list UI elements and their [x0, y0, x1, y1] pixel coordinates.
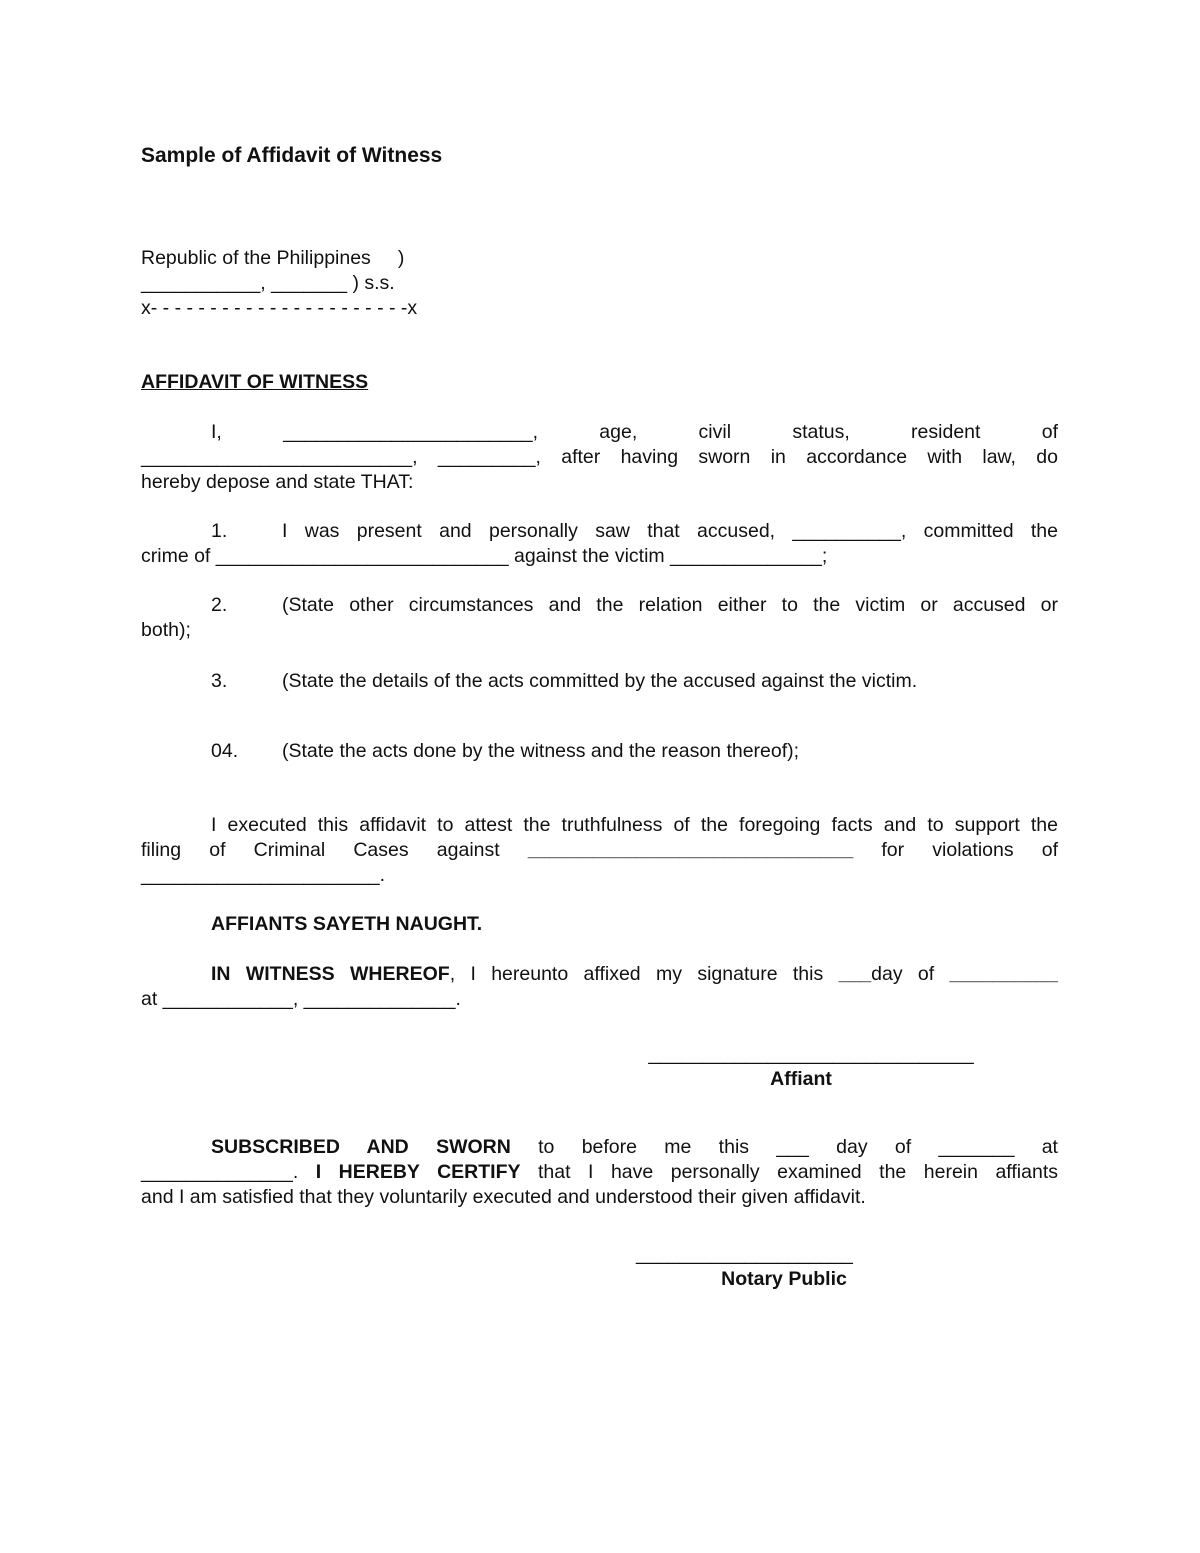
notary-label: Notary Public	[721, 1268, 847, 1290]
item-text: I was present and personally saw that accused, __________, committed the	[282, 520, 1058, 542]
executed-paragraph	[141, 813, 1058, 888]
executed-text-2: for violations of	[881, 839, 1059, 861]
day-blank: ___	[838, 963, 872, 985]
affiant-label: Affiant	[770, 1068, 832, 1090]
venue-line-2: ___________, _______ ) s.s.	[141, 272, 395, 294]
certify-text: that I have personally examined the herein affiants	[520, 1161, 1058, 1183]
intro-line-1: I, _______________________, age, civil status, resident of	[211, 421, 1058, 443]
item-text-line-2: crime of ___________________________ against the victim ______________;	[141, 545, 828, 567]
item-text: (State the details of the acts committed by the accused against the victim.	[282, 670, 918, 692]
item-text: (State the acts done by the witness and the reason thereof);	[282, 740, 800, 762]
accused-blank: ______________________________	[527, 839, 854, 861]
witness-text-2: day of	[871, 963, 950, 985]
sayeth-naught: AFFIANTS SAYETH NAUGHT.	[211, 913, 483, 935]
place-blank: ______________.	[141, 1161, 316, 1183]
witness-lead: IN WITNESS WHEREOF	[211, 963, 450, 985]
witness-text: , I hereunto affixed my signature this	[449, 963, 839, 985]
item-3	[141, 669, 1058, 694]
executed-line-1: I executed this affidavit to attest the truthfulness of the foregoing facts and to support the	[211, 814, 1058, 836]
subscribed-line-3: and I am satisfied that they voluntarily executed and understood their given affidavit.	[141, 1186, 866, 1208]
item-number: 1.	[211, 520, 228, 542]
intro-line-3: hereby depose and state THAT:	[141, 471, 414, 493]
venue-line-1: Republic of the Philippines )	[141, 247, 405, 269]
venue-line-3: x- - - - - - - - - - - - - - - - - - - - - -x	[141, 297, 418, 319]
document-title: Sample of Affidavit of Witness	[141, 144, 443, 167]
item-number: 04.	[211, 740, 239, 762]
witness-paragraph	[141, 962, 1058, 1012]
item-1	[141, 519, 1058, 569]
item-text-line-2: both);	[141, 619, 191, 641]
notary-signature	[636, 1242, 912, 1292]
item-text: (State other circumstances and the relation either to the victim or accused or	[282, 594, 1058, 616]
intro-paragraph	[141, 420, 1058, 495]
affidavit-heading: AFFIDAVIT OF WITNESS	[141, 371, 369, 393]
item-4	[141, 739, 1058, 764]
violations-blank: ______________________.	[141, 864, 386, 886]
item-number: 2.	[211, 594, 228, 616]
venue-block	[141, 246, 417, 321]
affiant-signature	[636, 1042, 986, 1092]
item-number: 3.	[211, 670, 228, 692]
executed-text: filing of Criminal Cases against	[141, 839, 500, 861]
certify-lead: I HEREBY CERTIFY	[315, 1161, 521, 1183]
subscribed-lead: SUBSCRIBED AND SWORN	[211, 1136, 511, 1158]
affiant-signature-line: ______________________________	[648, 1043, 974, 1065]
subscribed-text: to before me this ___ day of _______ at	[510, 1136, 1058, 1158]
witness-line-2: at ____________, ______________.	[141, 988, 461, 1010]
notary-signature-line: ____________________	[636, 1243, 853, 1265]
intro-line-2: _________________________, _________, after having sworn in accordance with law, do	[141, 446, 1058, 468]
month-blank: __________	[949, 963, 1058, 985]
item-2	[141, 593, 1058, 643]
subscribed-paragraph	[141, 1135, 1058, 1210]
